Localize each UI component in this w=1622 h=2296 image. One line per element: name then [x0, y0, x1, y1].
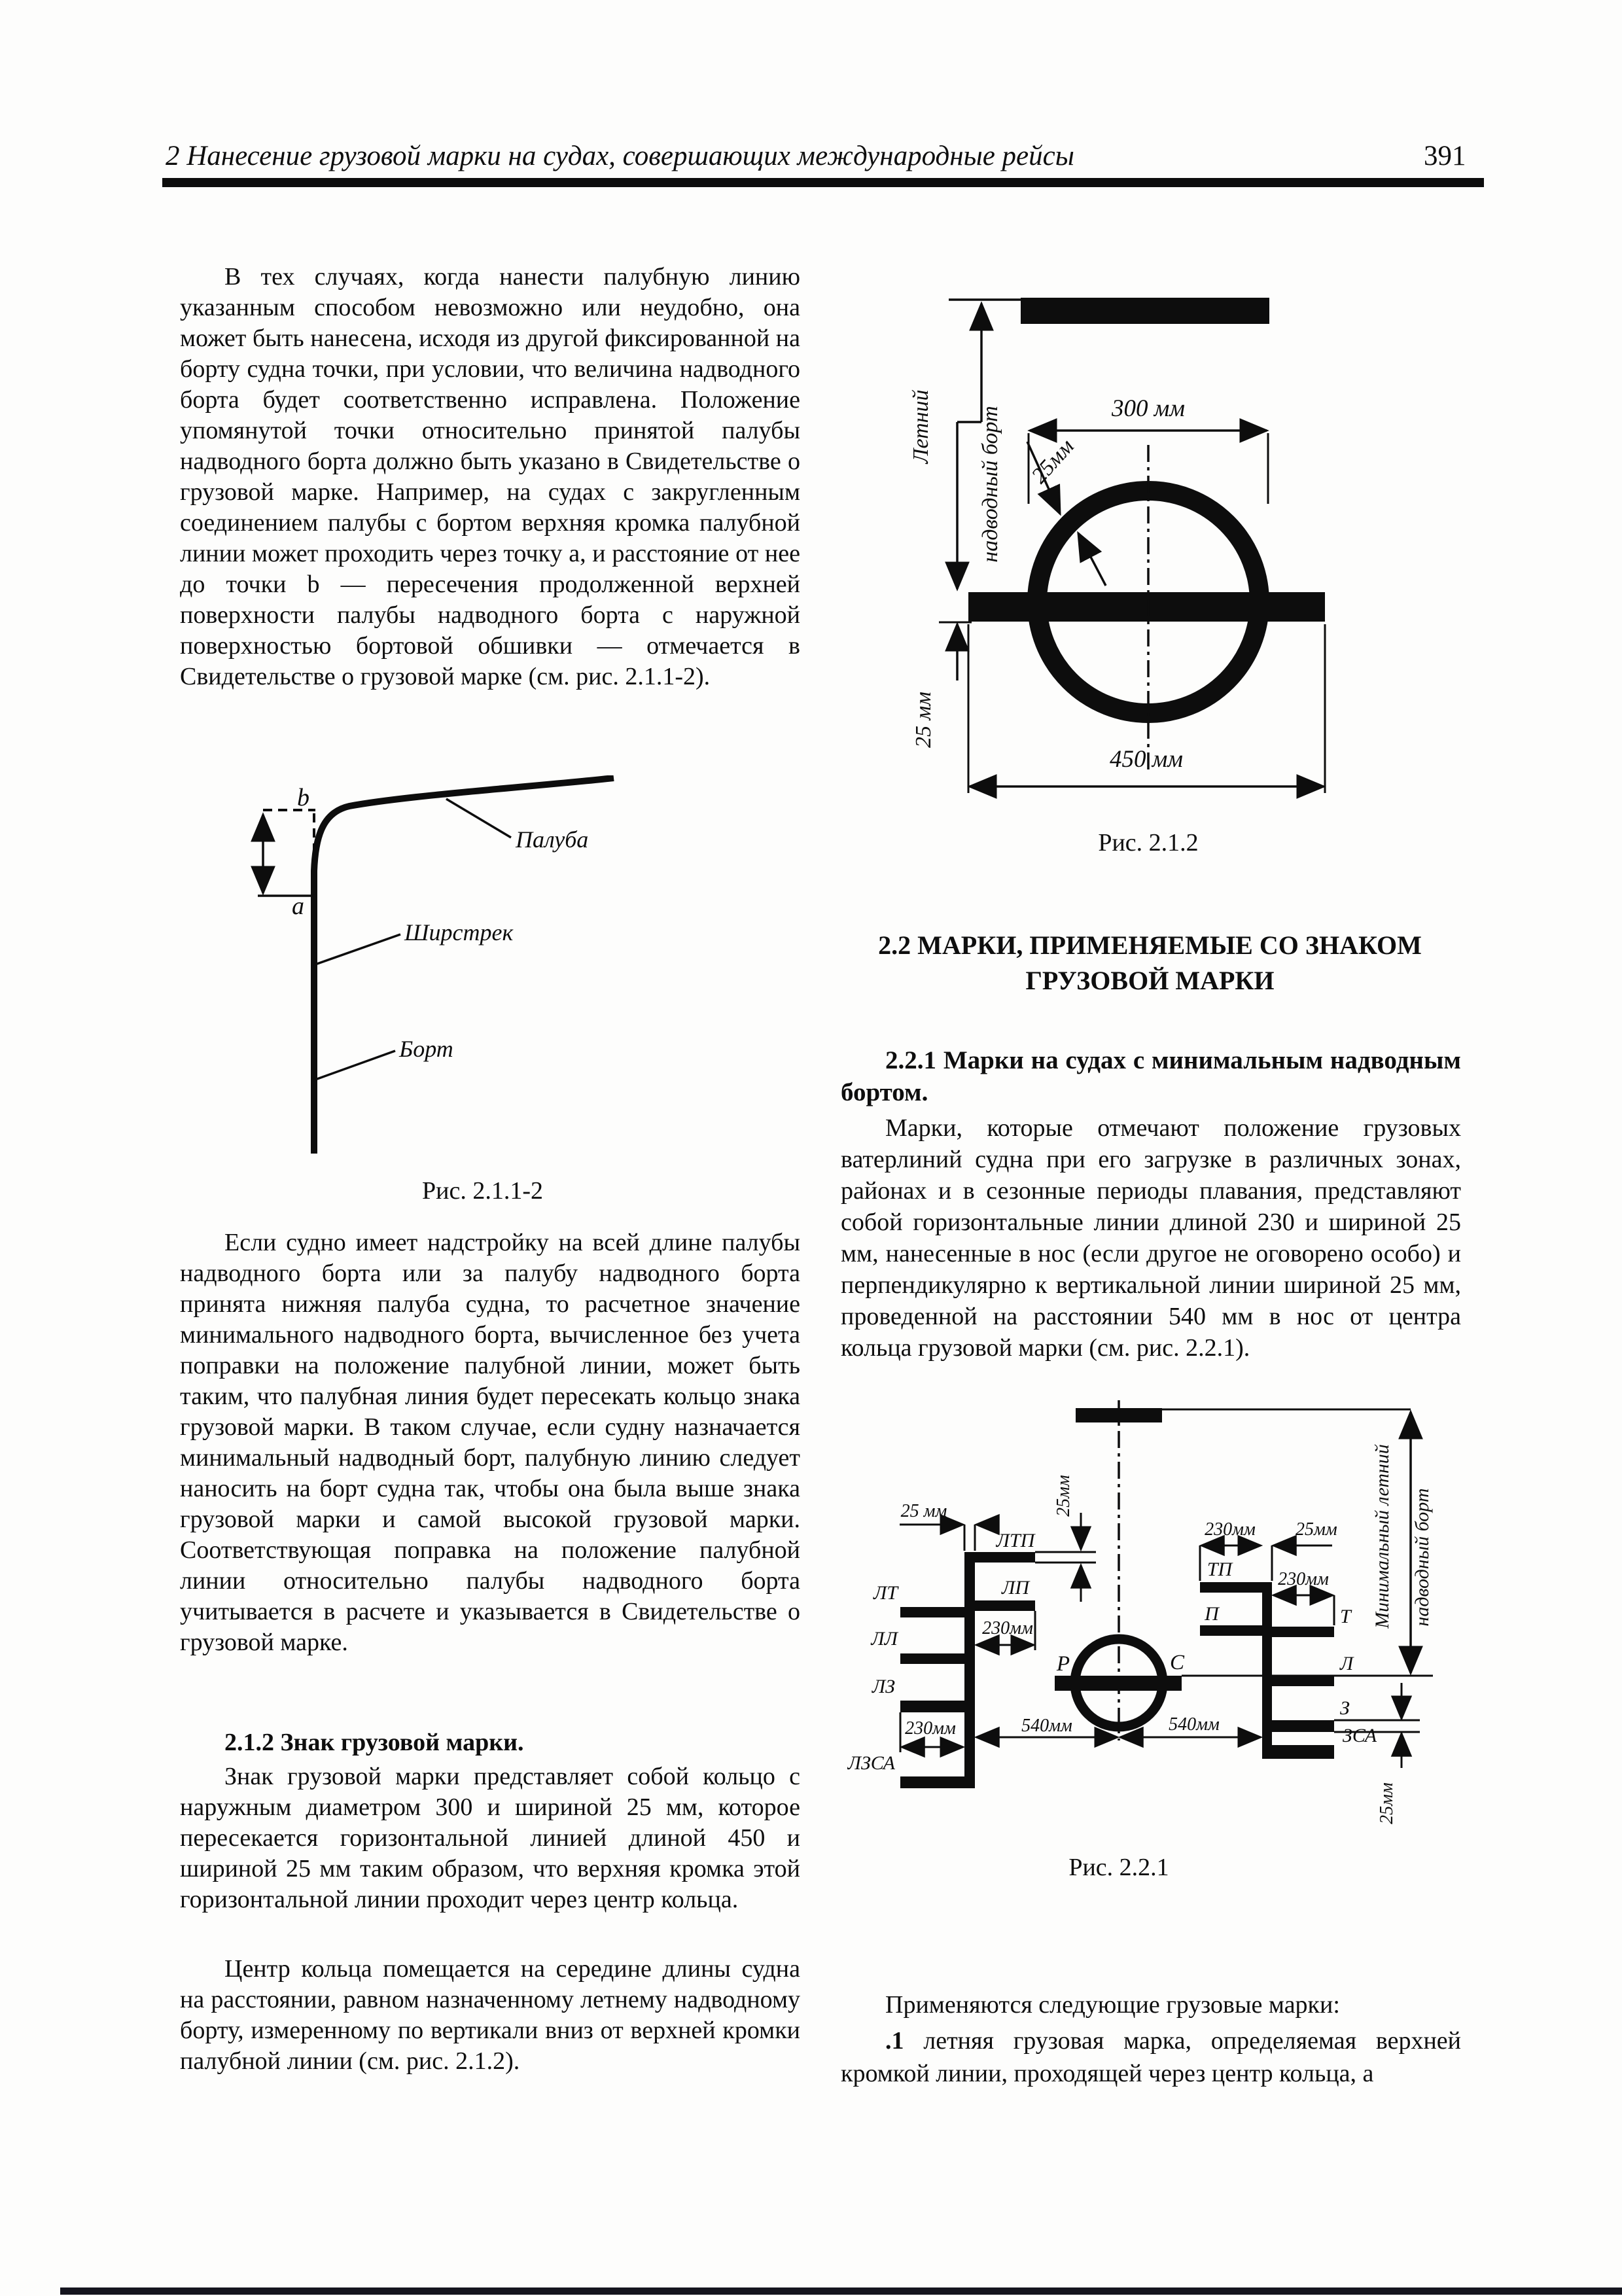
paragraph-marks-list-intro: Применяются следующие грузовые марки:: [885, 1991, 1340, 2019]
load-line-bar-lp: [975, 1600, 1035, 1611]
paragraph-summer-mark: [841, 2024, 1461, 2090]
ring-width-dimension-label: 25мм: [1027, 434, 1079, 489]
load-line-bar-lt: [900, 1607, 964, 1617]
deck-line-bar: [1076, 1408, 1162, 1422]
dim-25-center-label: 25мм: [1053, 1475, 1074, 1517]
load-line-bar-lz: [900, 1701, 964, 1712]
mark-r-label: Р: [1056, 1652, 1070, 1676]
leader-line: [446, 799, 511, 838]
leader-line: [313, 934, 400, 965]
mark-ll-label: ЛЛ: [871, 1628, 898, 1650]
figure-2-2-1-caption: Рис. 2.2.1: [1068, 1854, 1169, 1881]
min-summer-freeboard-label-line1: Минимальный летний: [1371, 1444, 1393, 1629]
deck-line-bar: [1021, 298, 1269, 324]
heading-2-2: 2.2 МАРКИ, ПРИМЕНЯЕМЫЕ СО ЗНАКОМ ГРУЗОВОЙ МАРКИ: [878, 930, 1422, 995]
mark-z-label: З: [1340, 1697, 1350, 1719]
dim-25-left-label: 25 мм: [900, 1501, 947, 1521]
mark-t-label: Т: [1340, 1606, 1351, 1627]
figure-2-2-1-drawing: [837, 1400, 1466, 1858]
load-line-bar-zsa: [1272, 1745, 1334, 1759]
mark-lz-label: ЛЗ: [872, 1676, 895, 1697]
dim-230-right-upper-label: 230мм: [1205, 1519, 1256, 1540]
mark-p-label: П: [1205, 1603, 1219, 1625]
figure-2-1-1-2-caption: Рис. 2.1.1-2: [422, 1177, 543, 1205]
mark-lp-label: ЛП: [1002, 1577, 1029, 1598]
comb-vertical: [1262, 1582, 1272, 1759]
load-line-bar-lzsa: [900, 1776, 975, 1788]
dim-230-right-mid-label: 230мм: [1278, 1569, 1329, 1589]
dim-25-right-upper-label: 25мм: [1296, 1519, 1337, 1540]
deck-label: Палуба: [516, 826, 589, 853]
load-line-bar-ll: [900, 1653, 964, 1664]
load-line-bar-tp: [1200, 1582, 1262, 1593]
dim-230-left-lower-label: 230мм: [905, 1718, 956, 1739]
heading-2-1-2: 2.1.2 Знак грузовой марки.: [224, 1729, 524, 1756]
dim-230-left-upper-label: 230мм: [982, 1618, 1033, 1638]
mark-s-label: С: [1170, 1651, 1185, 1674]
mark-l-label: Л: [1340, 1653, 1354, 1674]
mark-ltp-label: ЛТП: [996, 1530, 1035, 1551]
ring-width-arrow-inner: [1078, 533, 1106, 586]
load-line-bar-ltp: [975, 1552, 1035, 1563]
timber-comb-vertical: [964, 1552, 975, 1788]
mark-lt-label: ЛТ: [873, 1582, 898, 1604]
figure-2-1-2-drawing: [851, 288, 1361, 811]
paragraph-ring-centre-position: Центр кольца помещается на середине длины судна на расстоянии, равном назначенному летнему надводному борту, измеренному по вертикали вниз от верхней кромки палубной линии (см. рис. 2.1.2).: [180, 1955, 800, 2075]
mark-tp-label: ТП: [1207, 1559, 1233, 1580]
load-line-bar-t: [1272, 1627, 1334, 1637]
heading-2-2-1: 2.2.1 Марки на судах с минимальным надводным бортом.: [841, 1046, 1461, 1106]
load-line-bar-z: [1272, 1720, 1334, 1732]
load-line-bar-p: [1200, 1625, 1262, 1636]
page-number: 391: [1424, 141, 1466, 171]
side-label: Борт: [399, 1036, 453, 1062]
summer-freeboard-label-line2: надводный борт: [978, 406, 1002, 563]
scan-artifact-line: [60, 2287, 1622, 2295]
running-header-title: 2 Нанесение грузовой марки на судах, совершающих международные рейсы: [166, 141, 1074, 171]
mark-zsa-label: ЗСА: [1343, 1725, 1377, 1746]
paragraph-deck-line-alternative: В тех случаях, когда нанести палубную линию указанным способом невозможно или неудобно, она может быть нанесена, исходя из другой фиксированной на борту судна точки, при условии, что величина надводного борта будет соответственно исправлена. Положение упомянутой точки относительно принятой палубы надводного борта должно быть указано в Свидетельстве о грузовой марке. Например, на судах с закругленным соединением палубы с бортом верхняя кромка палубной линии может проходить через точку a, и расстояние от нее до точки b — пересечения продолженной верхней поверхности палубы надводного борта с наружной поверхностью бортовой обшивки — отмечается в Свидетельстве о грузовой марке (см. рис. 2.1.1-2).: [180, 263, 800, 690]
paragraph-waterline-marks: Марки, которые отмечают положение грузовых ватерлиний судна при его загрузке в различных зонах, районах и в сезонные периоды плавания, представляют собой горизонтальные линии длиной 230 и шириной 25 мм, нанесенные в нос (если другое не оговорено особо) и перпендикулярно к вертикальной линии шириной 25 мм, проведенной на расстоянии 540 мм в нос от центра кольца грузовой марки (см. рис. 2.2.1).: [841, 1114, 1461, 1362]
point-b-label: b: [297, 784, 309, 811]
point-a-label: a: [292, 892, 304, 920]
list-item-text: летняя грузовая марка, определяемая верхней кромкой линии, проходящей через центр кольца, а: [841, 2027, 1461, 2087]
paragraph-superstructure-case: Если судно имеет надстройку на всей длине палубы надводного борта или за палубу надводного борта принята нижняя палуба судна, то расчетное значение минимального надводного борта, вычисленное без учета поправки на положение палубной линии, может быть таким, что палубная линия будет пересекать кольцо знака грузовой марки. В таком случае, если судну назначается минимальный надводный борт, палубную линию следует наносить на борт судна так, чтобы она была выше знака грузовой марки и самой высокой грузовой марки. Соответствующая поправка на положение палубной линии относительно палубы надводного борта учитывается в расчете и указывается в Свидетельстве о грузовой марке.: [180, 1229, 800, 1656]
dim-540-left-label: 540мм: [1021, 1716, 1072, 1736]
summer-freeboard-label-line1: Летний: [909, 389, 933, 464]
figure-2-1-1-2-drawing: [190, 775, 785, 1194]
horizontal-load-line-bar: [968, 592, 1325, 622]
mark-lzsa-label: ЛЗСА: [847, 1752, 895, 1774]
sheer-strake-label: Ширстрек: [404, 919, 514, 945]
line-width-dimension-label: 25 мм: [911, 692, 936, 748]
leader-line: [313, 1051, 395, 1080]
ring-horizontal-bar: [1055, 1676, 1182, 1691]
header-rule: [162, 178, 1484, 187]
line-length-dimension-label: 450 мм: [1110, 746, 1183, 773]
paragraph-load-line-mark-ring: Знак грузовой марки представляет собой кольцо с наружным диаметром 300 и шириной 25 мм, которое пересекается горизонтальной линией длиной 450 и шириной 25 мм таким образом, что верхняя кромка этой горизонтальной линии проходит через центр кольца.: [180, 1763, 800, 1913]
min-summer-freeboard-label-line2: надводный борт: [1411, 1488, 1433, 1627]
load-line-bar-l: [1272, 1676, 1334, 1686]
dim-25-bottom-label: 25мм: [1377, 1782, 1397, 1824]
list-item-marker: .1: [885, 2027, 904, 2055]
dim-540-right-label: 540мм: [1169, 1714, 1220, 1735]
diameter-dimension-label: 300 мм: [1112, 395, 1185, 422]
figure-2-1-2-caption: Рис. 2.1.2: [1098, 829, 1199, 857]
